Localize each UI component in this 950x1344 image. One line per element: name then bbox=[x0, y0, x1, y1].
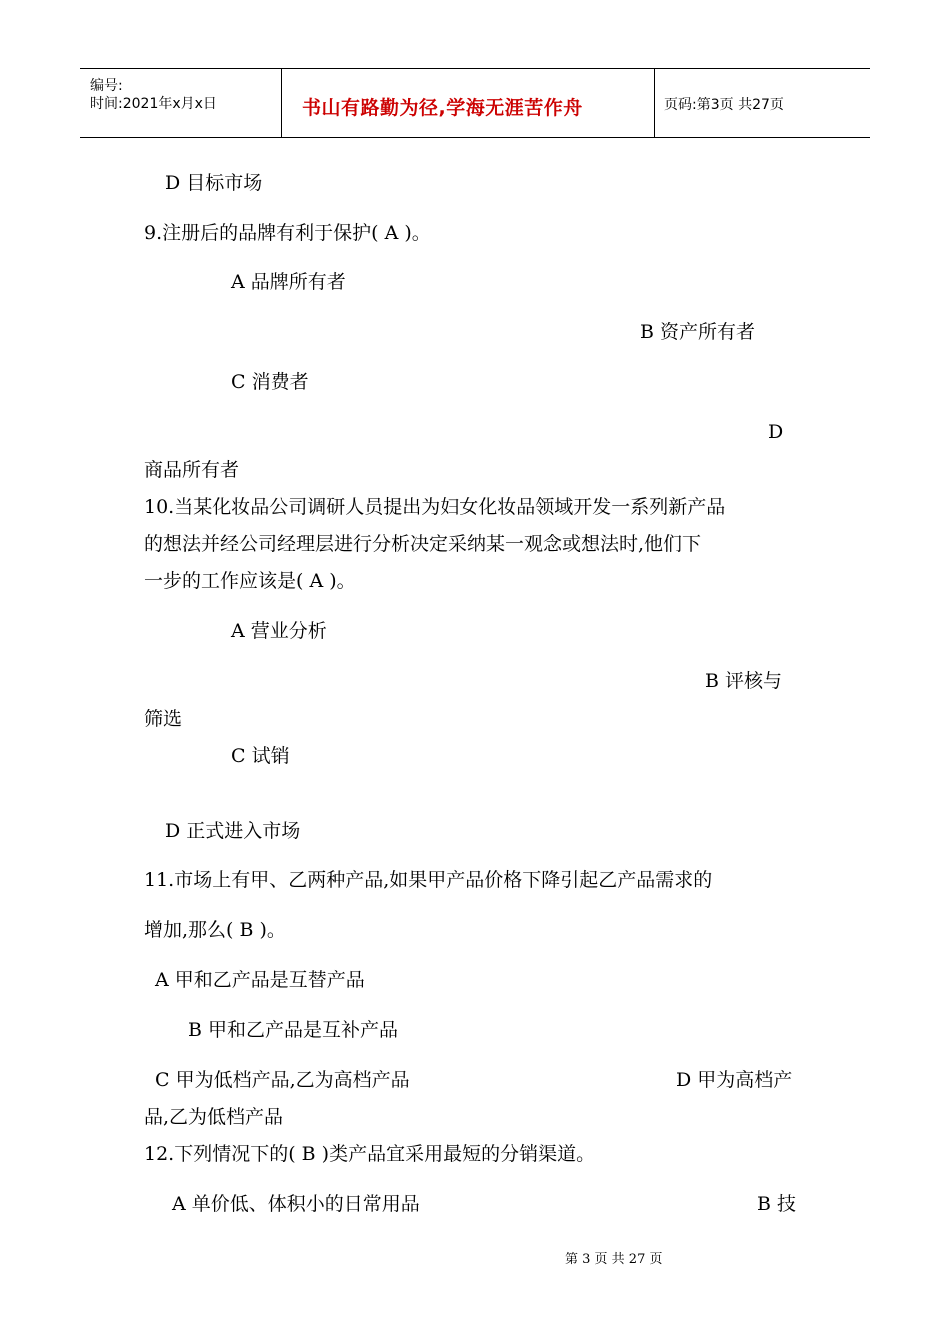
header-page-cell bbox=[655, 69, 870, 137]
option-11b: B 甲和乙产品是互补产品 bbox=[188, 1019, 399, 1041]
question-11-line2: 增加,那么( B )。 bbox=[144, 919, 286, 941]
option-11d-part2: 品,乙为低档产品 bbox=[144, 1106, 284, 1128]
option-10a: A 营业分析 bbox=[231, 620, 327, 642]
option-8d: D 目标市场 bbox=[165, 172, 263, 194]
header-page-number: 页码:第3页 共27页 bbox=[664, 97, 784, 113]
option-11c: C 甲为低档产品,乙为高档产品 bbox=[155, 1069, 410, 1091]
option-10b-part2: 筛选 bbox=[144, 708, 183, 730]
question-10-line2: 的想法并经公司经理层进行分析决定采纳某一观念或想法时,他们下 bbox=[144, 533, 702, 555]
option-9a: A 品牌所有者 bbox=[231, 271, 346, 293]
option-9d-text: 商品所有者 bbox=[144, 459, 240, 481]
option-10b-part1: B 评核与 bbox=[705, 670, 783, 692]
header-motto-cell bbox=[282, 69, 655, 137]
option-11a: A 甲和乙产品是互替产品 bbox=[155, 969, 365, 991]
option-10d: D 正式进入市场 bbox=[165, 820, 301, 842]
header-meta-cell bbox=[80, 69, 282, 137]
option-12a: A 单价低、体积小的日常用品 bbox=[172, 1193, 420, 1215]
option-9b: B 资产所有者 bbox=[640, 321, 756, 343]
page-footer: 第 3 页 共 27 页 bbox=[565, 1252, 663, 1267]
option-11d-part1: D 甲为高档产 bbox=[676, 1069, 793, 1091]
question-10-line1: 10.当某化妆品公司调研人员提出为妇女化妆品领域开发一系列新产品 bbox=[144, 496, 726, 518]
option-10c: C 试销 bbox=[231, 745, 290, 767]
question-9: 9.注册后的品牌有利于保护( A )。 bbox=[144, 222, 431, 244]
header-motto: 书山有路勤为径,学海无涯苦作舟 bbox=[302, 97, 583, 119]
page-header bbox=[80, 68, 870, 138]
option-12b-part1: B 技 bbox=[757, 1193, 797, 1215]
document-date-label: 时间:2021年x月x日 bbox=[90, 96, 217, 112]
option-9d-letter: D bbox=[768, 421, 784, 443]
option-9c: C 消费者 bbox=[231, 371, 309, 393]
question-10-line3: 一步的工作应该是( A )。 bbox=[144, 570, 356, 592]
question-12: 12.下列情况下的( B )类产品宜采用最短的分销渠道。 bbox=[144, 1143, 596, 1165]
question-11-line1: 11.市场上有甲、乙两种产品,如果甲产品价格下降引起乙产品需求的 bbox=[144, 869, 713, 891]
document-number-label: 编号: bbox=[90, 78, 123, 94]
